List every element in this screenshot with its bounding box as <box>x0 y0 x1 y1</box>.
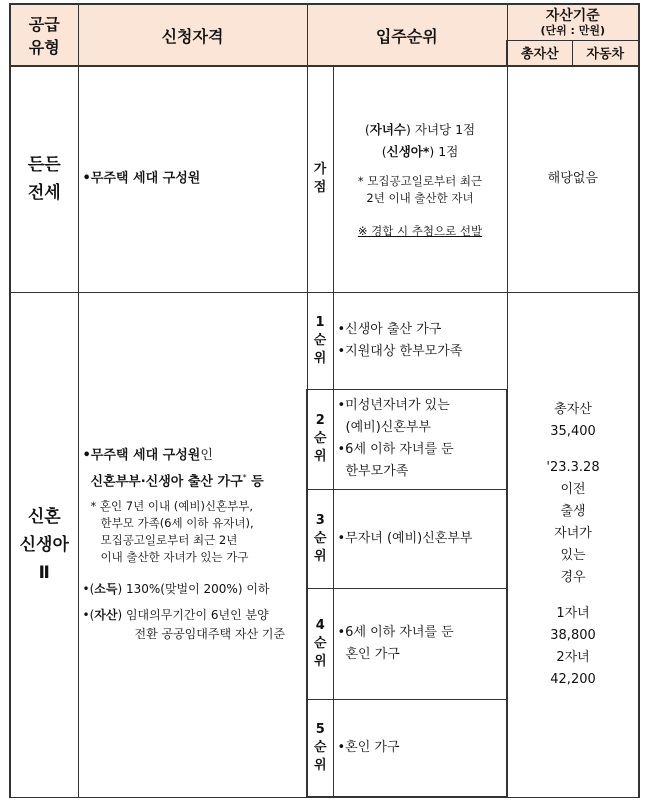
rank-2-detail: •미성년자녀가 있는 (예비)신혼부부 •6세 이하 자녀를 둔 한부모가족 <box>333 389 507 489</box>
jeonse-asset: 해당없음 <box>507 66 639 292</box>
supply-table <box>9 3 640 798</box>
header-qualification: 신청자격 <box>78 4 307 66</box>
header-supply-type: 공급 유형 <box>10 4 78 66</box>
jeonse-bonus-detail: (자녀수) 자녀당 1점 (신생아*) 1점 * 모집공고일로부터 최근 2년 이내 출산한 자녀 ※ 경합 시 추첨으로 선발 <box>333 66 507 292</box>
header-asset-criteria: 자산기준 (단위 : 만원) <box>507 4 639 40</box>
type-newlywed: 신혼 신생아 Ⅱ <box>10 292 78 797</box>
rank-1-detail: •신생아 출산 가구 •지원대상 한부모가족 <box>333 292 507 389</box>
row-jeonse <box>10 66 639 292</box>
jeonse-qualification: •무주택 세대 구성원 <box>78 66 307 292</box>
rank-5-detail: •혼인 가구 <box>333 699 507 797</box>
row-rank-1 <box>10 292 639 389</box>
rank-4-label: 4 순 위 <box>307 588 333 699</box>
rank-1-label: 1 순 위 <box>307 292 333 389</box>
header-total-assets: 총자산 <box>507 40 572 66</box>
rank-2-label: 2 순 위 <box>307 389 333 489</box>
newlywed-qualification: •무주택 세대 구성원인 신혼부부·신생아 출산 가구* 등 * 혼인 7년 이내 (예비)신혼부부, 한부모 가족(6세 이하 유자녀), 모집공고일로부터 최근 2년 이내 출산한 자녀가 있는 가구 •(소득) 130%(맞벌이 200%) 이하 •(자산) 임대의무기간이 6년인 분양 전환 공공임대주택 자산 기준 <box>78 292 307 797</box>
type-jeonse: 든든 전세 <box>10 66 78 292</box>
rank-3-detail: •무자녀 (예비)신혼부부 <box>333 489 507 588</box>
newlywed-asset: 총자산 35,400 '23.3.28 이전 출생 자녀가 있는 경우 1자녀 38,800 2자녀 42,200 <box>507 292 639 797</box>
rank-3-label: 3 순 위 <box>307 489 333 588</box>
header-priority: 입주순위 <box>307 4 507 66</box>
rank-5-label: 5 순 위 <box>307 699 333 797</box>
jeonse-bonus-label: 가 점 <box>307 66 333 292</box>
rank-4-detail: •6세 이하 자녀를 둔 혼인 가구 <box>333 588 507 699</box>
header-car: 자동차 <box>572 40 639 66</box>
